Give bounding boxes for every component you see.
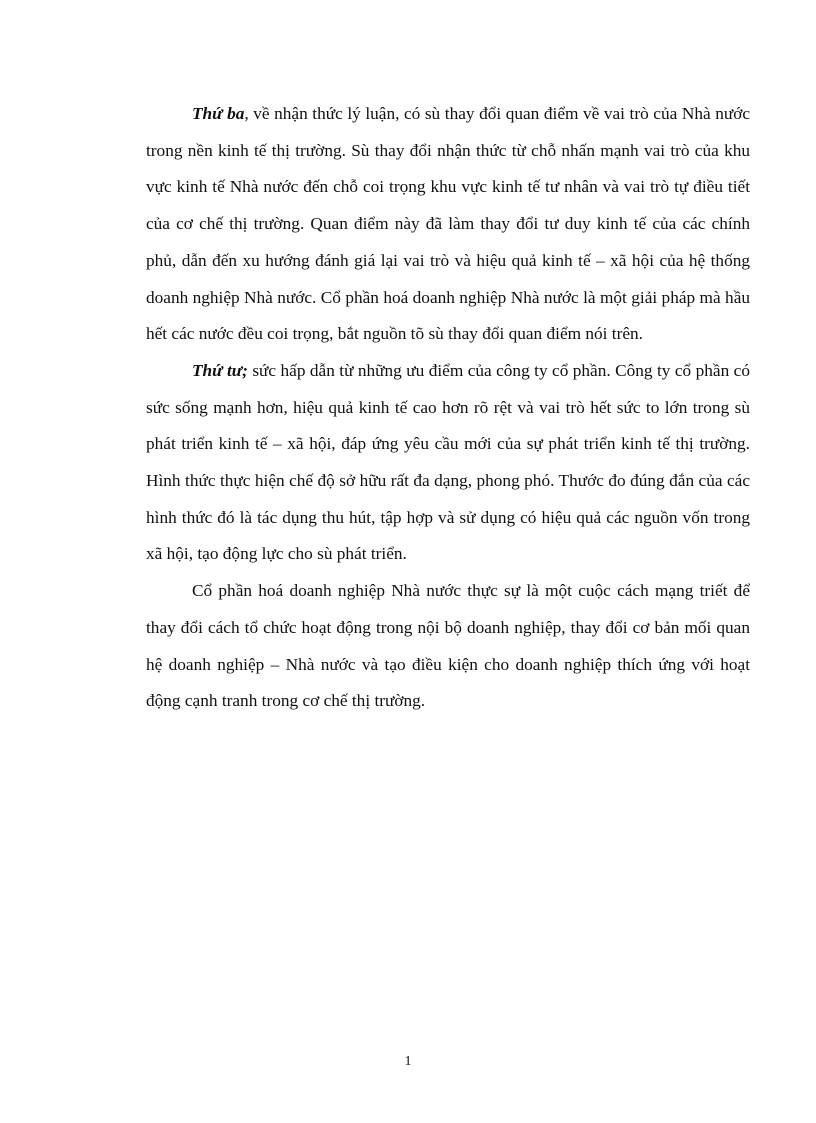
paragraph-text: Cổ phần hoá doanh nghiệp Nhà nước thực sự là một cuộc cách mạng triết để thay đổi cách tổ chức hoạt động trong nội bộ doanh nghiệp, thay đổi cơ bản mối quan hệ doanh nghiệp – Nhà nước và tạo điều kiện cho doanh nghiệp thích ứng với hoạt động cạnh tranh trong cơ chế thị trường. xyxy=(146,581,750,711)
paragraph-text: , về nhận thức lý luận, có sù thay đổi quan điểm về vai trò của Nhà nước trong nền kinh tế thị trường. Sù thay đổi nhận thức từ chỗ nhấn mạnh vai trò của khu vực kinh tế Nhà nước đến chỗ coi trọng khu vực kinh tế tư nhân và vai trò tự điều tiết của cơ chế thị trường. Quan điểm này đã làm thay đổi tư duy kinh tế của các chính phủ, dẫn đến xu hướng đánh giá lại vai trò và hiệu quả kinh tế – xã hội của hệ thống doanh nghiệp Nhà nước. Cổ phần hoá doanh nghiệp Nhà nước là một giải pháp mà hầu hết các nước đều coi trọng, bắt nguồn tõ sù thay đổi quan điểm nói trên. xyxy=(146,104,751,344)
paragraph-thu-tu xyxy=(146,353,750,573)
paragraph-text: sức hấp dẫn từ những ưu điểm của công ty cổ phần. Công ty cổ phần có sức sống mạnh hơn, hiệu quả kinh tế cao hơn rõ rệt và vai trò hết sức to lớn trong sù phát triển kinh tế – xã hội, đáp ứng yêu cầu mới của sự phát triển kinh tế thị trường. Hình thức thực hiện chế độ sở hữu rất đa dạng, phong phó. Thước đo đúng đắn của các hình thức đó là tác dụng thu hút, tập hợp và sử dụng có hiệu quả các nguồn vốn trong xã hội, tạo động lực cho sù phát triển. xyxy=(146,360,750,564)
paragraph-lead: Thứ tư; xyxy=(192,360,248,380)
paragraph-lead: Thứ ba xyxy=(192,104,245,123)
paragraph-conclusion xyxy=(146,573,750,720)
paragraph-thu-ba xyxy=(146,96,750,353)
page-number: 1 xyxy=(404,1054,412,1069)
body-text xyxy=(146,96,750,720)
